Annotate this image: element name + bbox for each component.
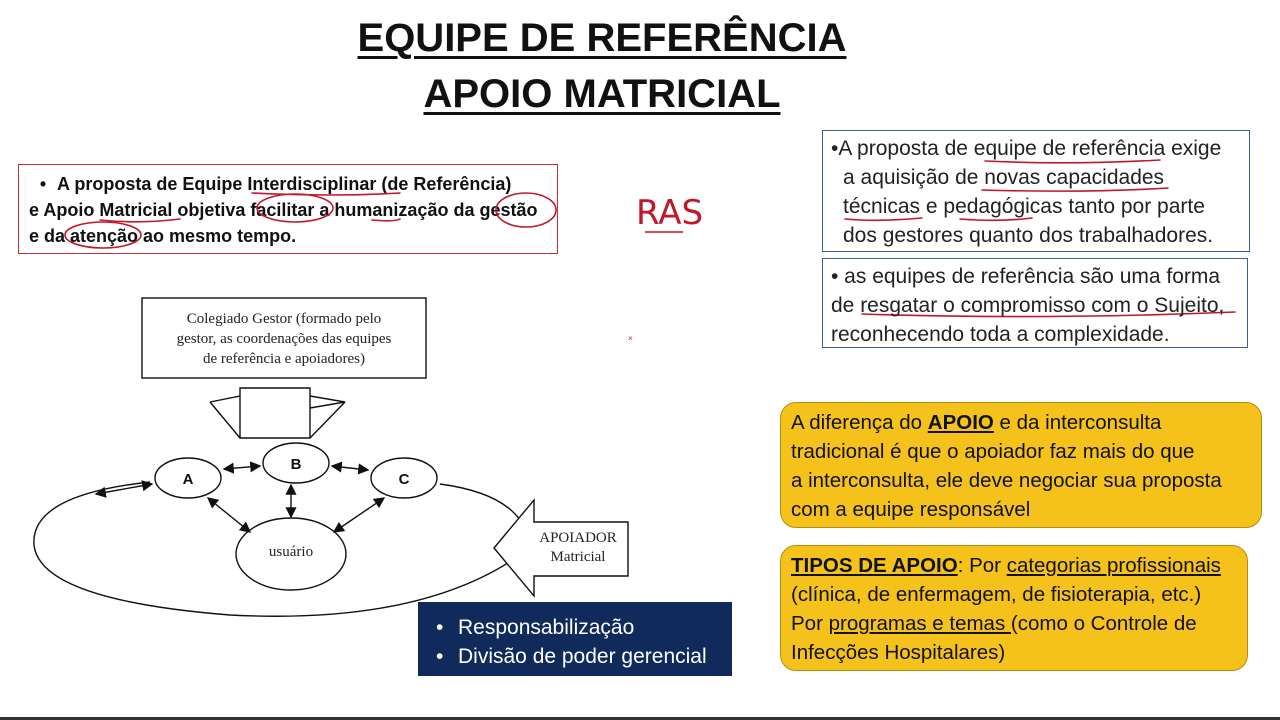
y2-text: : Por (957, 554, 1007, 577)
page-title-line1: EQUIPE DE REFERÊNCIA (357, 16, 847, 60)
handwritten-ras: RAS (636, 193, 704, 233)
y2-programas: programas e temas (828, 612, 1011, 635)
y2-text4: (como o Controle de (1010, 612, 1197, 635)
navy-item-2: • Divisão de poder gerencial (428, 642, 722, 671)
y2-categorias: categorias profissionais (1006, 554, 1221, 577)
y2-line2: (clínica, de enfermagem, de fisioterapia, etc.) (791, 583, 1202, 606)
y1-line1 (791, 408, 1251, 437)
rb2-line1: • as equipes de referência são uma forma (831, 265, 1221, 288)
node-c-label: C (398, 471, 410, 488)
rb1-line2: a aquisição de novas capacidades (843, 166, 1165, 189)
usuario-label: usuário (268, 544, 314, 560)
arrow-a-b (224, 466, 260, 469)
yellow-box-tipos (780, 545, 1248, 671)
y1-apoio: APOIO (927, 411, 994, 434)
stray-mark: × (628, 334, 633, 343)
yellow-box-apoio (780, 402, 1262, 528)
y1-text2: e da interconsulta (993, 411, 1162, 434)
y2-text3: Por (791, 612, 829, 635)
intro-line-3: e da atenção ao mesmo tempo. (29, 226, 297, 246)
colegiado-line2: gestor, as coordenações das equipes (176, 331, 392, 347)
rb1-line4: dos gestores quanto dos trabalhadores. (843, 224, 1214, 247)
apoiador-label-2: Matricial (550, 549, 606, 565)
intro-line-2: e Apoio Matricial objetiva facilitar a humanização da gestão (29, 200, 538, 220)
rb1-line3: técnicas e pedagógicas tanto por parte (843, 195, 1205, 218)
y2-line1 (791, 551, 1237, 580)
y1-line3: a interconsulta, ele deve negociar sua proposta (791, 469, 1222, 492)
node-b-label: B (290, 456, 302, 473)
navy-item-1: • Responsabilização (428, 613, 722, 642)
loop-top (440, 484, 520, 520)
rb2-line2: de resgatar o compromisso com o Sujeito, (831, 294, 1225, 317)
page-title-line2: APOIO MATRICIAL (423, 72, 781, 116)
colegiado-line3: de referência e apoiadores) (203, 351, 365, 367)
bullet: • (39, 174, 47, 194)
y1-line2: tradicional é que o apoiador faz mais do que (791, 440, 1195, 463)
node-a-label: A (182, 471, 194, 488)
double-arrow (210, 388, 345, 438)
arrow-a-usuario (208, 498, 250, 532)
apoiador-arrow-shape (494, 500, 628, 596)
rb1-line1: •A proposta de equipe de referência exige (831, 137, 1222, 160)
colegiado-line1: Colegiado Gestor (formado pelo (186, 311, 382, 327)
rb2-line3: reconhecendo toda a complexidade. (831, 323, 1170, 346)
y2-line4: Infecções Hospitalares) (791, 641, 1006, 664)
apoiador-label-1: APOIADOR (539, 530, 617, 546)
y2-line3 (791, 609, 1237, 638)
y1-text: A diferença do (791, 411, 928, 434)
arrow-c-usuario (334, 498, 384, 532)
y2-tipos: TIPOS DE APOIO (791, 554, 958, 577)
navy-bullet-box (418, 602, 732, 676)
intro-text-1: A proposta de Equipe Interdisciplinar (de Referência) (57, 174, 512, 194)
arrow-b-c (332, 466, 368, 470)
y1-line4: com a equipe responsável (791, 498, 1031, 521)
